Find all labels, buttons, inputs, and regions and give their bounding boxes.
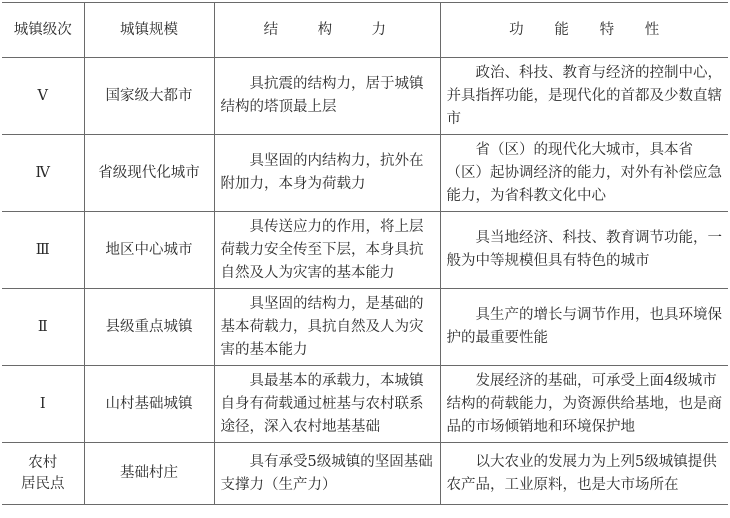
table-row: [2, 58, 728, 135]
row-scale: 基础村庄: [84, 443, 214, 505]
header-city-level: 城镇级次: [2, 3, 84, 58]
header-function-features: [440, 3, 728, 58]
row-scale: 地区中心城市: [84, 212, 214, 289]
header-structural-force-label: 结 构 力: [263, 21, 404, 38]
row-function: 以大农业的发展力为上列5级城镇提供农产品，工业原料，也是大市场所在: [440, 443, 728, 505]
row-scale: 山村基础城镇: [84, 366, 214, 443]
row-function: 省（区）的现代化大城市，具本省（区）起协调经济的能力，对外有补偿应急能力，为省科教文化中心: [440, 135, 728, 212]
row-function: 具生产的增长与调节作用，也具环境保护的最重要性能: [440, 289, 728, 366]
table-row: [2, 366, 728, 443]
row-structure: 具抗震的结构力，居于城镇结构的塔顶最上层: [214, 58, 440, 135]
row-function: 发展经济的基础，可承受上面4级城市结构的荷载能力，为资源供给基地，也是商品的市场倾销地和环境保护地: [440, 366, 728, 443]
row-structure: 具最基本的承载力，本城镇自身有荷载通过桩基与农村联系途径，深入农村地基基础: [214, 366, 440, 443]
table-row: [2, 443, 728, 505]
row-level: [2, 443, 84, 505]
row-level: Ⅳ: [2, 135, 84, 212]
row-structure: 具有承受5级城镇的坚固基础支撑力（生产力）: [214, 443, 440, 505]
table-row: [2, 135, 728, 212]
header-city-scale: 城镇规模: [84, 3, 214, 58]
row-level: Ⅴ: [2, 58, 84, 135]
header-function-features-label: 功 能 特 性: [509, 21, 673, 38]
row-structure: 具传送应力的作用，将上层荷载力安全传至下层，本身具抗自然及人为灾害的基本能力: [214, 212, 440, 289]
row-level-line2: 居民点: [21, 475, 65, 492]
row-level: Ⅲ: [2, 212, 84, 289]
row-scale: 省级现代化城市: [84, 135, 214, 212]
row-scale: 国家级大都市: [84, 58, 214, 135]
row-scale: 县级重点城镇: [84, 289, 214, 366]
row-function: 政治、科技、教育与经济的控制中心，并具指挥功能，是现代化的首都及少数直辖市: [440, 58, 728, 135]
row-level: Ⅱ: [2, 289, 84, 366]
row-level: Ⅰ: [2, 366, 84, 443]
table-row: [2, 212, 728, 289]
row-function: 具当地经济、科技、教育调节功能，一般为中等规模但具有特色的城市: [440, 212, 728, 289]
header-row: [2, 3, 728, 58]
urban-hierarchy-table: [2, 2, 728, 505]
header-structural-force: [214, 3, 440, 58]
row-structure: 具坚固的内结构力，抗外在附加力，本身为荷载力: [214, 135, 440, 212]
row-structure: 具坚固的结构力，是基础的基本荷载力，具抗自然及人为灾害的基本能力: [214, 289, 440, 366]
row-level-line1: 农村: [28, 454, 58, 471]
table-row: [2, 289, 728, 366]
